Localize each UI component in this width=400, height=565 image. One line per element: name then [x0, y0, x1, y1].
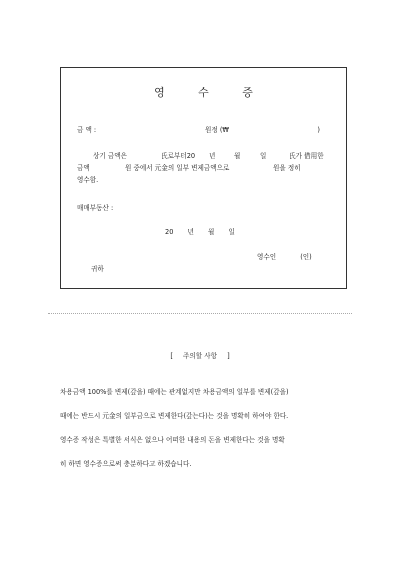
section-divider — [48, 313, 352, 314]
date-year: 20 — [165, 228, 174, 236]
receipt-body — [77, 152, 328, 188]
notes-title-text: 주의할 사항 — [183, 352, 217, 360]
signature-line — [257, 253, 312, 262]
date-day-unit: 일 — [228, 228, 235, 236]
amount-row — [77, 126, 330, 136]
notes-line: 히 하면 영수증으로써 충분하다고 하겠습니다. — [60, 460, 192, 468]
addressee: 귀하 — [91, 265, 104, 273]
body-text: 영수함. — [77, 176, 99, 184]
receipt-date — [165, 228, 247, 237]
body-line-1 — [77, 152, 328, 164]
body-text: 월 — [234, 152, 241, 160]
body-text: 원을 정히 — [273, 164, 301, 172]
body-text: 금액 — [77, 164, 90, 172]
notes-body — [60, 388, 354, 484]
body-text: 원 중에서 元金의 일부 변제금액으로 — [125, 164, 230, 172]
notes-line: 영수증 작성은 특별한 서식은 없으나 어떠한 내용의 돈을 변제한다는 것을 명확 — [60, 436, 285, 444]
receipt-title: 영 수 증 — [154, 86, 268, 99]
date-year-unit: 년 — [187, 228, 194, 236]
notes-title — [0, 350, 400, 360]
date-month-unit: 월 — [207, 228, 215, 236]
amount-label: 금 액 : — [77, 126, 97, 134]
body-line-2 — [77, 164, 328, 176]
seal-mark: (인) — [300, 253, 312, 261]
receipt-form — [60, 67, 347, 289]
body-text: 氏로부터20 — [161, 152, 196, 160]
amount-close-paren: ) — [317, 126, 320, 134]
notes-line: 때에는 반드시 元金의 일부금으로 변제한다(갚는다)는 것을 명확히 하여야 한다. — [60, 412, 289, 420]
bracket-open: [ — [170, 352, 173, 360]
body-text: 년 — [209, 152, 216, 160]
bracket-close: ] — [227, 352, 230, 360]
body-text: 일 — [260, 152, 267, 160]
body-text: 氏가 借用한 — [289, 152, 324, 160]
notes-line: 차용금액 100%를 변제(갚을) 때에는 관계없지만 차용금액의 일부를 변제(갚을) — [60, 388, 289, 396]
body-text: 상기 금액은 — [93, 152, 127, 160]
body-line-3 — [77, 176, 328, 188]
repayment-property-label: 매매부동산 : — [77, 204, 114, 212]
receiver-label: 영수인 — [257, 253, 277, 261]
amount-won-label: 원정 (₩ — [205, 126, 229, 134]
